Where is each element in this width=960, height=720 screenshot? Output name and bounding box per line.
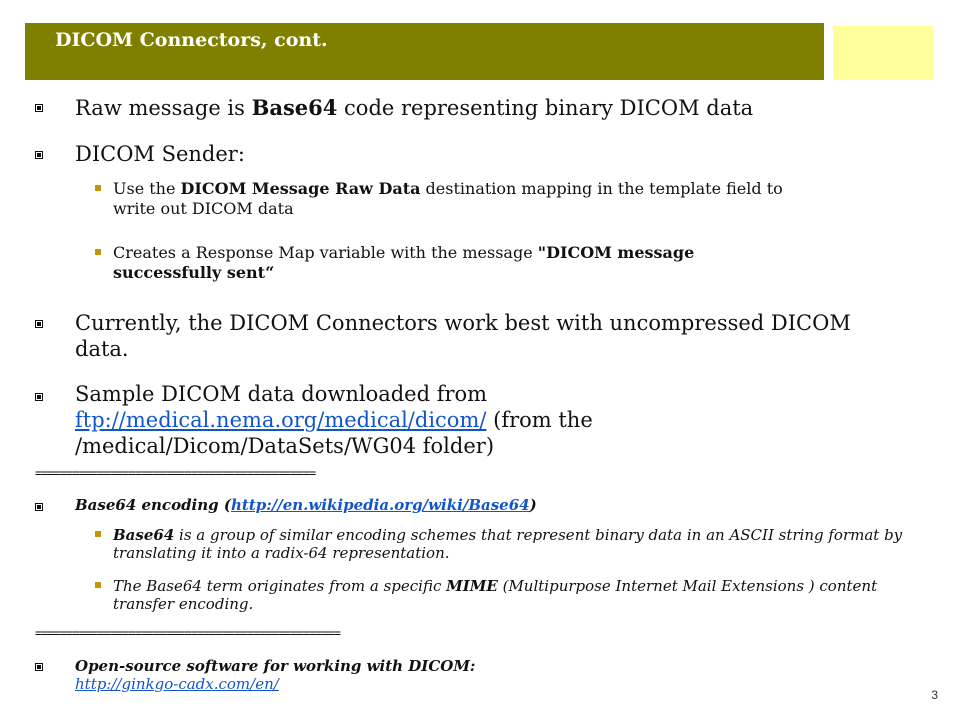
nema-ftp-link[interactable]: ftp://medical.nema.org/medical/dicom/ bbox=[75, 408, 487, 432]
bullet-dicom-sender: DICOM Sender: bbox=[75, 142, 245, 166]
note-base64-encoding: Base64 encoding (http://en.wikipedia.org/wiki/Base64) bbox=[75, 496, 537, 514]
bullet-icon bbox=[35, 503, 43, 511]
sub-note-mime: The Base64 term originates from a specific MIME (Multipurpose Internet Mail Extensions ) content transfer encoding. bbox=[113, 577, 878, 613]
bullet-icon bbox=[35, 393, 43, 401]
sub-bullet-response-map: Creates a Response Map variable with the message "DICOM message successfully sent“ bbox=[113, 243, 695, 282]
separator-line: ============================================= bbox=[35, 466, 316, 480]
bullet-sample-data: Sample DICOM data downloaded from ftp://medical.nema.org/medical/dicom/ (from the /medical/Dicom/DataSets/WG04 folder) bbox=[75, 382, 593, 458]
sub-note-base64-definition: Base64 is a group of similar encoding schemes that represent binary data in an ASCII string format by translating it into a radix-64 representation. bbox=[113, 526, 903, 562]
note-open-source: Open-source software for working with DICOM: http://ginkgo-cadx.com/en/ bbox=[75, 657, 476, 693]
bullet-uncompressed: Currently, the DICOM Connectors work best with uncompressed DICOM data. bbox=[75, 311, 851, 361]
slide-title: DICOM Connectors, cont. bbox=[55, 29, 328, 51]
bullet-raw-message: Raw message is Base64 code representing binary DICOM data bbox=[75, 95, 754, 120]
bullet-icon bbox=[35, 663, 43, 671]
sub-bullet-icon bbox=[95, 185, 101, 191]
bullet-icon bbox=[35, 320, 43, 328]
separator-line: ================================================= bbox=[35, 626, 341, 640]
sub-bullet-icon bbox=[95, 582, 101, 588]
sub-bullet-icon bbox=[95, 249, 101, 255]
page-number: 3 bbox=[931, 688, 938, 702]
bullet-icon bbox=[35, 151, 43, 159]
sub-bullet-icon bbox=[95, 531, 101, 537]
bullet-icon bbox=[35, 104, 43, 112]
sub-bullet-raw-data: Use the DICOM Message Raw Data destination mapping in the template field to write out DICOM data bbox=[113, 179, 783, 218]
wikipedia-base64-link[interactable]: http://en.wikipedia.org/wiki/Base64 bbox=[230, 496, 530, 514]
ginkgo-cadx-link[interactable]: http://ginkgo-cadx.com/en/ bbox=[75, 675, 279, 693]
